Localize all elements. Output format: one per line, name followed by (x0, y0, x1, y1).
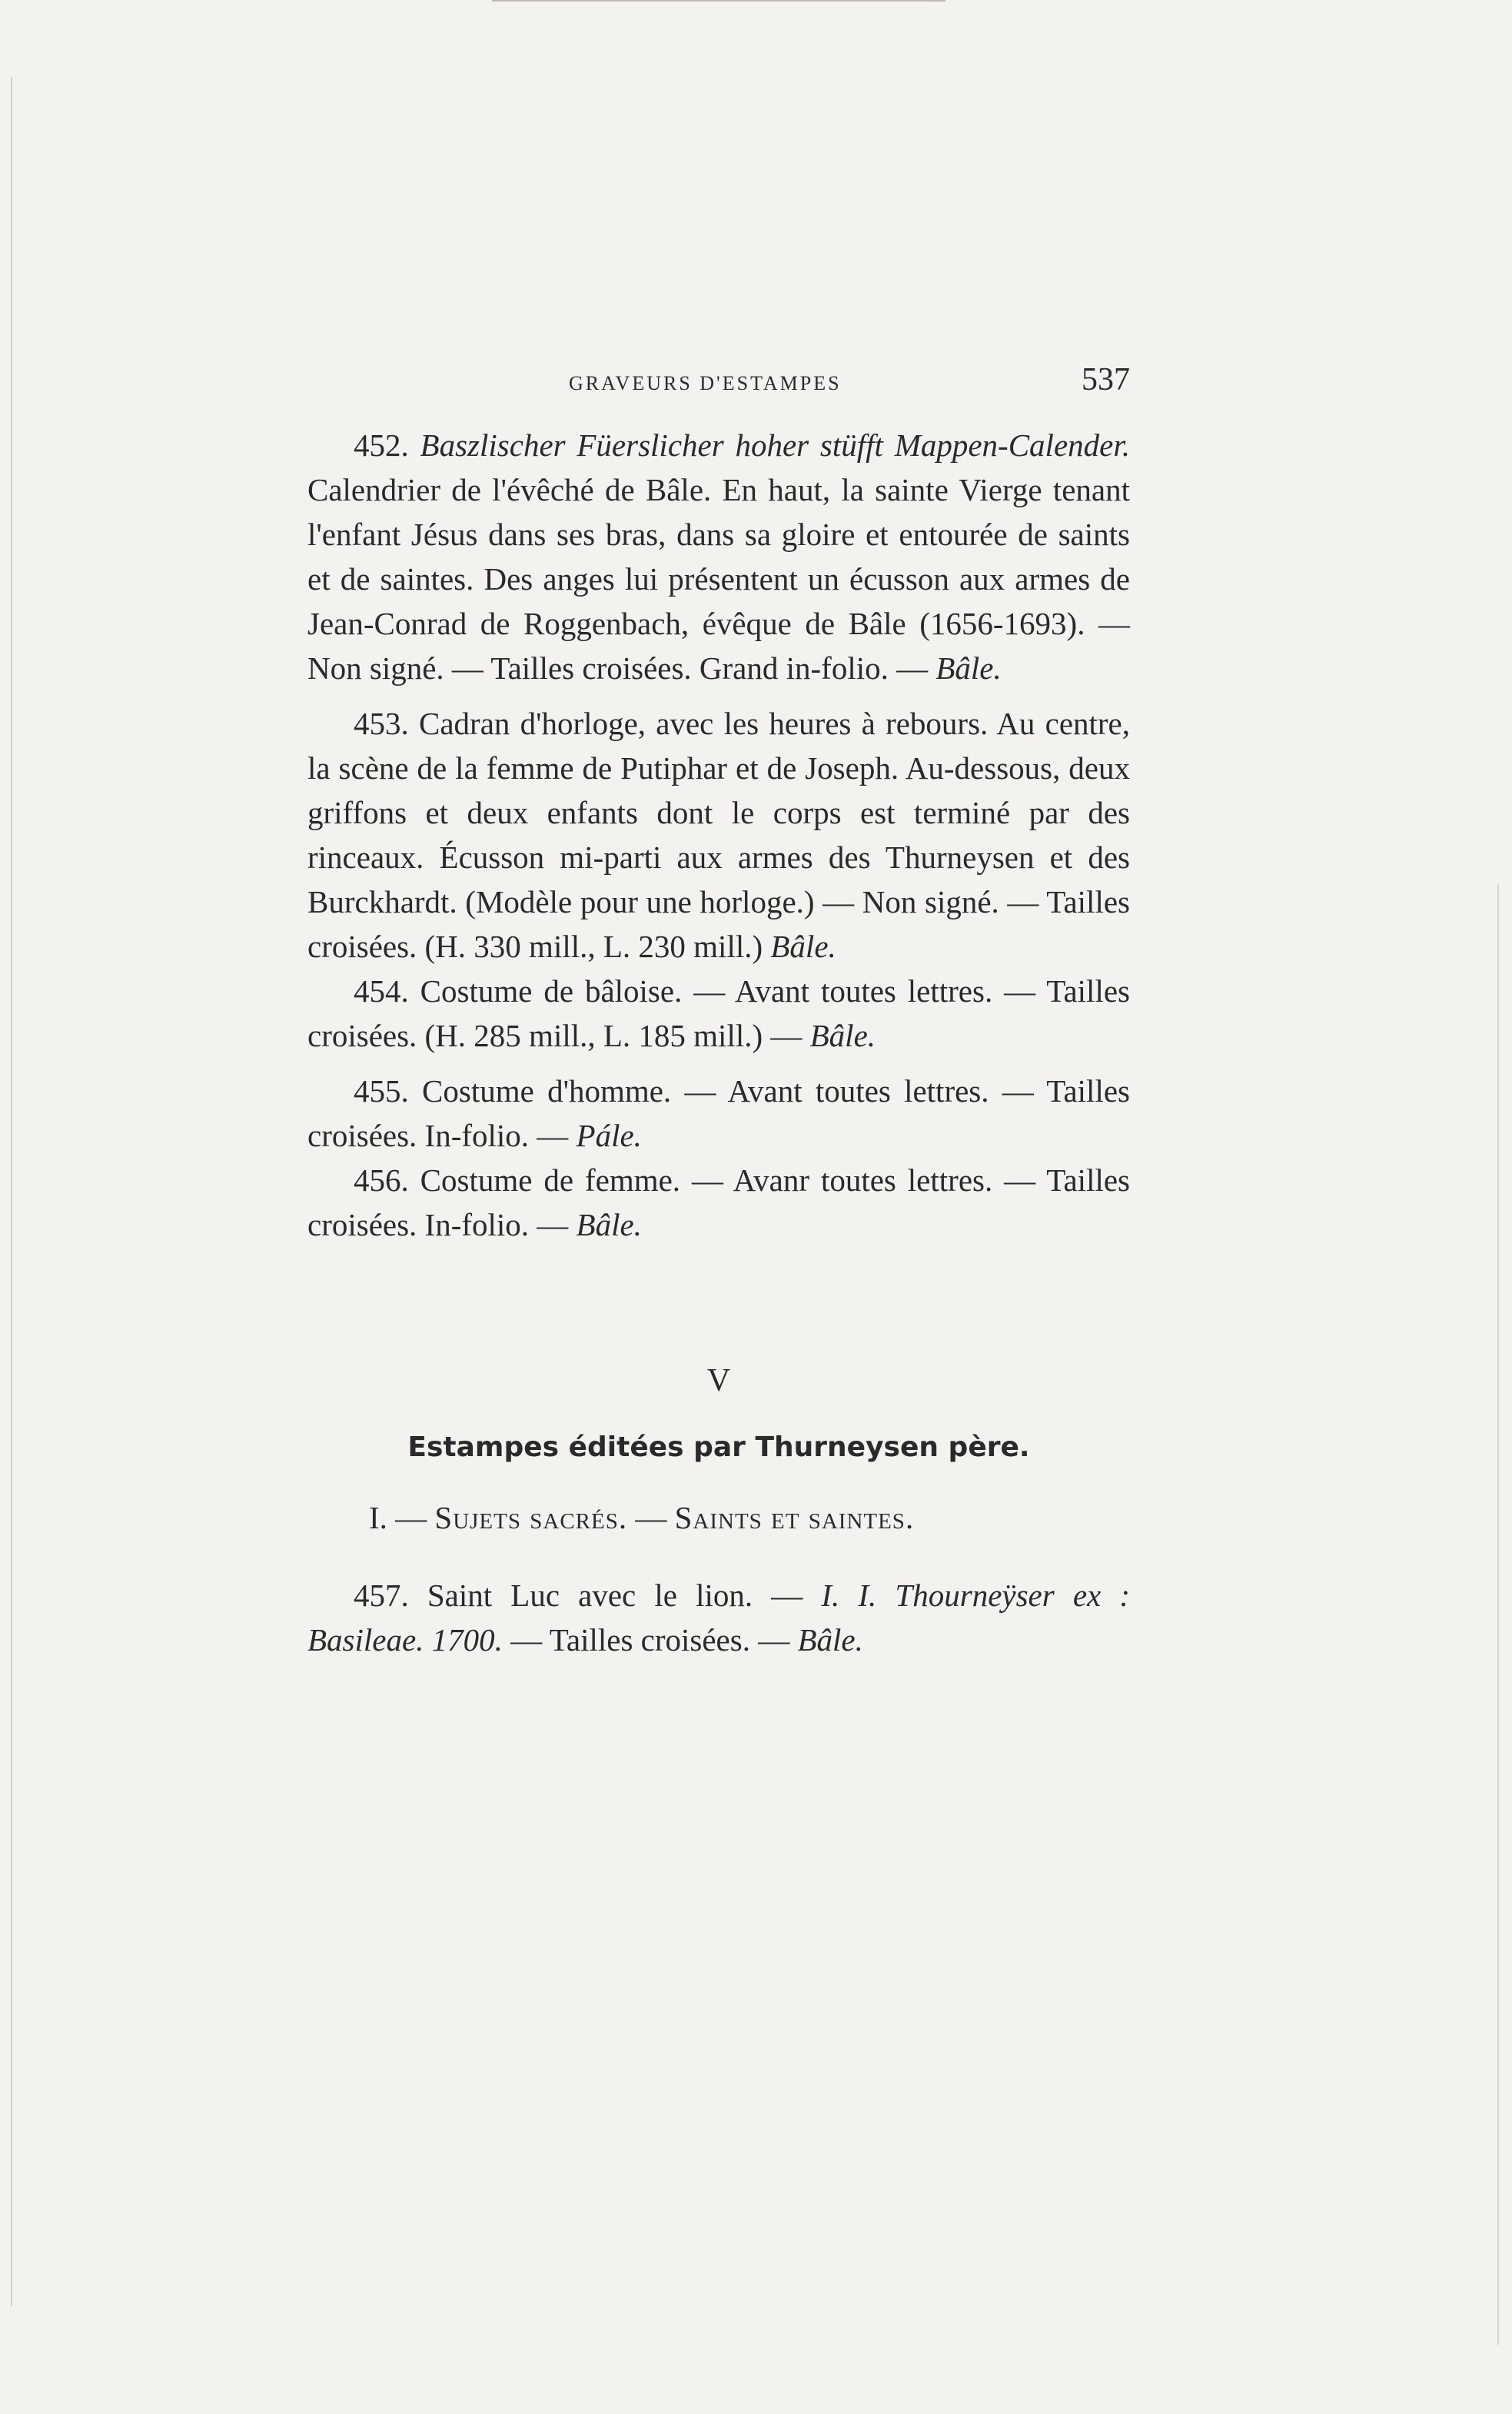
entry-text: Calendrier de l'évêché de Bâle. En haut, la sainte Vierge tenant l'enfant Jésus dans ses bras, dans sa gloire et entourée de saints et de saintes. Des anges lui présentent un écusson aux armes de Jean-Conrad de Roggenbach, évêque de Bâle (1656-1693). — Non signé. — Tailles croisées. Grand in-folio. — (307, 472, 1130, 686)
entry-number: 454. (354, 973, 409, 1009)
entry-location: Bâle. (797, 1622, 863, 1658)
entry-455 (307, 1069, 1130, 1158)
entry-456 (307, 1158, 1130, 1247)
entry-inscription: I. I. Thourneÿser ex : Basileae. 1700. (307, 1578, 1130, 1658)
running-head (307, 361, 1130, 423)
subsection-number: I. (369, 1500, 387, 1535)
entry-453 (307, 701, 1130, 969)
entry-number: 457. (354, 1578, 409, 1613)
running-title: GRAVEURS D'ESTAMPES (569, 372, 842, 394)
entry-number: 456. (354, 1162, 409, 1198)
section-number: V (706, 1363, 731, 1398)
entry-text: Costume d'homme. — Avant toutes lettres. — Tailles croisées. In-folio. — (307, 1073, 1130, 1153)
page-number: 537 (1082, 362, 1130, 397)
entry-text: Saint Luc avec le lion. — (427, 1578, 803, 1613)
entry-457 (307, 1573, 1130, 1662)
entry-location: Bâle. (576, 1207, 642, 1242)
entry-text-2: — Tailles croisées. — (510, 1622, 790, 1658)
entry-number: 453. (354, 706, 409, 741)
subsection-title: I. — Sujets sacrés. — Saints et saintes. (369, 1500, 915, 1535)
subsection-part-1: Sujets sacrés. (434, 1500, 628, 1535)
entry-text: Costume de bâloise. — Avant toutes lettres. — Tailles croisées. (H. 285 mill., L. 185 mill.) — (307, 973, 1130, 1053)
subsection-part-2: Saints et saintes. (674, 1500, 915, 1535)
entry-location: Pále. (576, 1118, 642, 1153)
entry-452 (307, 423, 1130, 690)
entry-text: Costume de femme. — Avanr toutes lettres. — Tailles croisées. In-folio. — (307, 1162, 1131, 1242)
entry-text: Cadran d'horloge, avec les heures à rebours. Au centre, la scène de la femme de Putiphar et de Joseph. Au-dessous, deux griffons et deux enfants dont le corps est terminé par des rinceaux. Écusson mi-parti aux armes des Thurneysen et des Burckhardt. (Modèle pour une horloge.) — Non signé. — Tailles croisées. (H. 330 mill., L. 230 mill.) (307, 706, 1131, 964)
entry-number: 452. (354, 427, 409, 463)
scan-edge-left (11, 77, 12, 2306)
scan-edge-right (1497, 884, 1499, 2345)
entry-title: Baszlischer Füerslicher hoher stüfft Mappen-Calender. (420, 427, 1131, 463)
entry-location: Bâle. (935, 650, 1002, 686)
entry-location: Bâle. (809, 1018, 876, 1053)
entry-number: 455. (354, 1073, 409, 1109)
section-title: Estampes éditées par Thurneysen père. (407, 1431, 1030, 1463)
entry-location: Bâle. (770, 929, 836, 964)
entry-454 (307, 969, 1130, 1058)
scan-edge-top (492, 0, 945, 2)
book-page (307, 361, 1130, 1662)
